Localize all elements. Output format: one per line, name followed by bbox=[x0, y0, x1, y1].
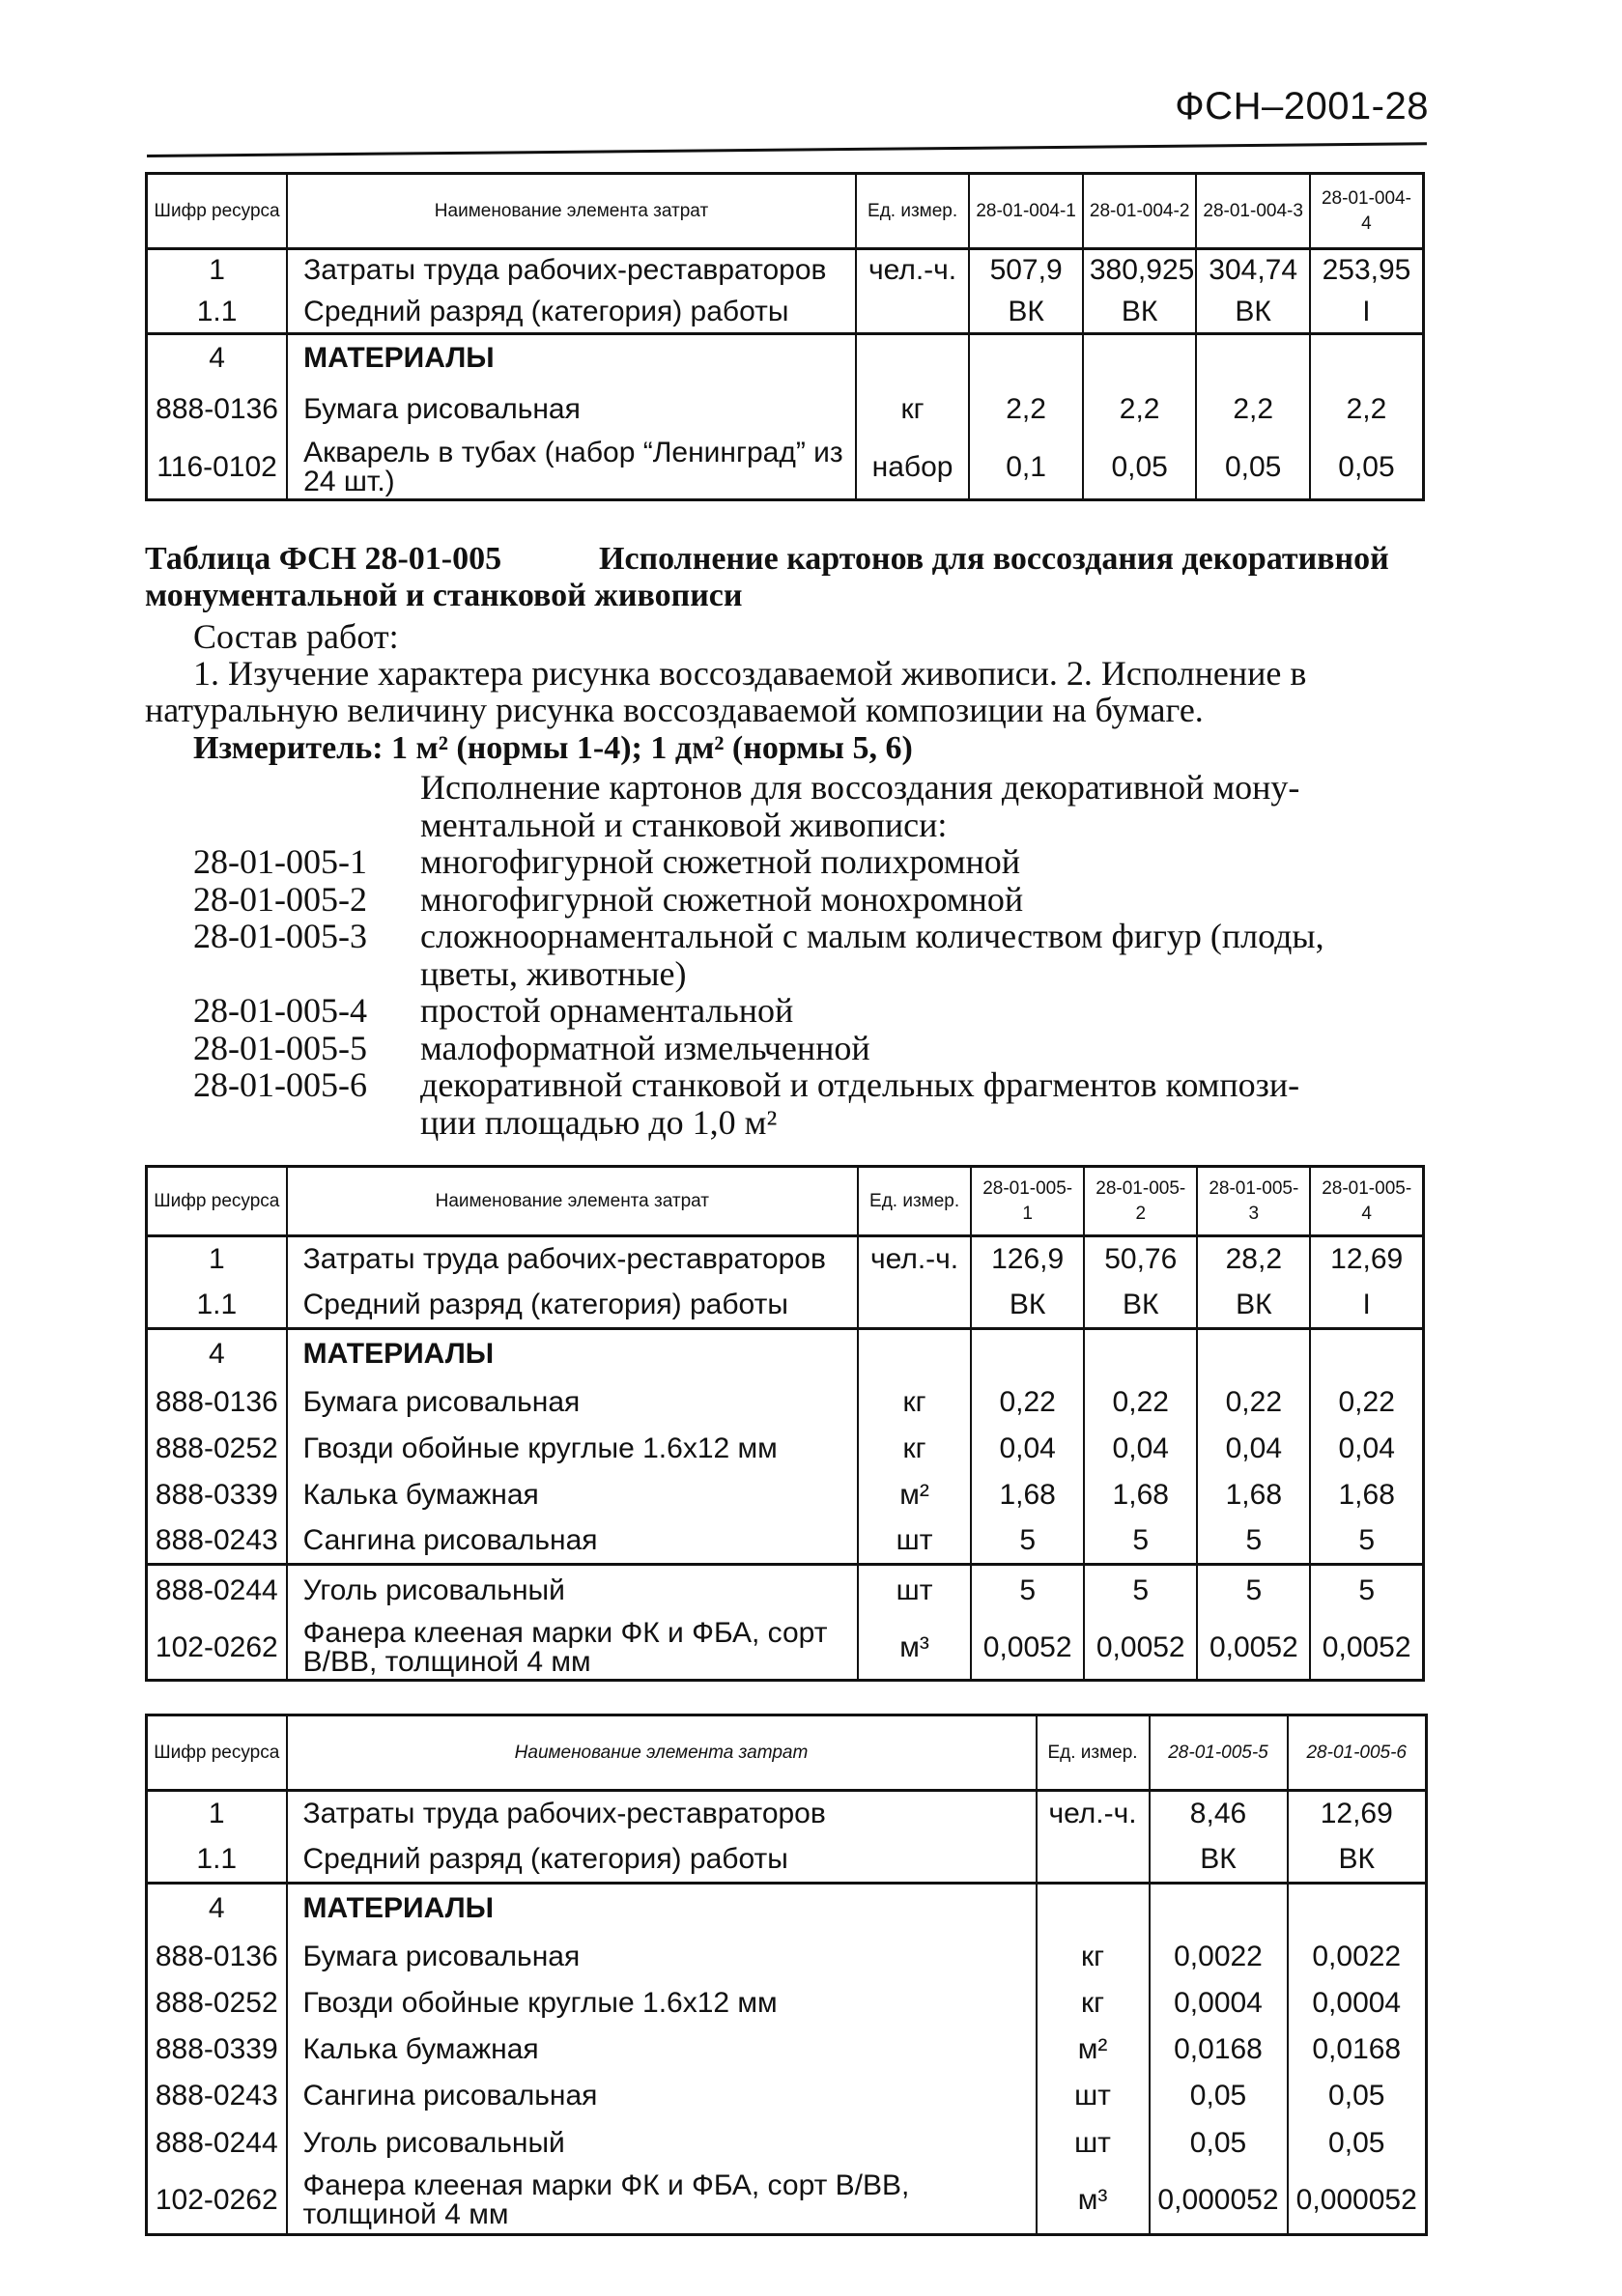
norm-value: 253,95 bbox=[1310, 249, 1424, 292]
norm-value: 2,2 bbox=[1196, 383, 1310, 437]
norm-item bbox=[193, 992, 1430, 1030]
norm-item bbox=[193, 843, 1430, 881]
unit-of-measure: шт bbox=[1037, 2073, 1150, 2119]
cost-element-name: Калька бумажная bbox=[287, 2027, 1037, 2073]
norm-value: 0,0004 bbox=[1150, 1980, 1288, 2027]
norm-value: 5 bbox=[1084, 1518, 1197, 1565]
norm-value: 0,0052 bbox=[1310, 1617, 1423, 1681]
composition-text: 1. Изучение характера рисунка воссоздаваемой живописи. 2. Исполнение в bbox=[193, 654, 1307, 693]
norm-value: 0,000052 bbox=[1288, 2168, 1427, 2235]
norm-value bbox=[1083, 334, 1197, 383]
norm-description: декоративной станковой и отдельных фрагментов компози- bbox=[420, 1065, 1300, 1104]
resource-code: 1.1 bbox=[147, 1283, 287, 1329]
norm-value: 2,2 bbox=[1310, 383, 1424, 437]
norm-items-list bbox=[193, 769, 1430, 1141]
header-code: Шифр ресурса bbox=[147, 1715, 287, 1791]
norm-code: 28-01-005-2 bbox=[193, 879, 367, 919]
table-row bbox=[147, 1283, 1424, 1329]
unit-of-measure bbox=[858, 1283, 971, 1329]
resource-code: 888-0252 bbox=[147, 1980, 287, 2027]
unit-of-measure: кг bbox=[858, 1379, 971, 1426]
resource-code: 1 bbox=[147, 1236, 287, 1283]
resource-code: 116-0102 bbox=[147, 437, 288, 500]
header-name: Наименование элемента затрат bbox=[287, 1715, 1037, 1791]
unit-of-measure: м³ bbox=[858, 1617, 971, 1681]
resource-code: 1.1 bbox=[147, 292, 288, 334]
cost-element-name: Уголь рисовальный bbox=[287, 1565, 858, 1617]
norm-value: 0,05 bbox=[1310, 437, 1424, 500]
table-caption: Исполнение картонов для воссоздания декоративной bbox=[599, 541, 1389, 577]
resource-code: 888-0136 bbox=[147, 383, 288, 437]
norm-value: 2,2 bbox=[969, 383, 1083, 437]
norm-value: 0,22 bbox=[1084, 1379, 1197, 1426]
norm-value: ВК bbox=[1084, 1283, 1197, 1329]
norm-value: 2,2 bbox=[1083, 383, 1197, 437]
norm-value bbox=[971, 1329, 1084, 1379]
cost-element-name: МАТЕРИАЛЫ bbox=[287, 1329, 858, 1379]
unit-of-measure: чел.-ч. bbox=[1037, 1791, 1150, 1837]
norm-value: 0,22 bbox=[1310, 1379, 1423, 1426]
header-norm: 28-01-004-3 bbox=[1196, 174, 1310, 249]
header-norm: 28-01-004-4 bbox=[1310, 174, 1424, 249]
norm-value bbox=[1197, 1329, 1310, 1379]
norms-table-004 bbox=[145, 172, 1425, 501]
unit-of-measure: м² bbox=[858, 1472, 971, 1518]
norm-value: ВК bbox=[1288, 1837, 1427, 1884]
unit-of-measure: чел.-ч. bbox=[858, 1236, 971, 1283]
table-row bbox=[147, 437, 1424, 500]
unit-of-measure: кг bbox=[1037, 1980, 1150, 2027]
unit-of-measure bbox=[856, 292, 970, 334]
header-name: Наименование элемента затрат bbox=[287, 1167, 858, 1236]
resource-code: 888-0243 bbox=[147, 1518, 287, 1565]
norm-description: простой орнаментальной bbox=[420, 991, 794, 1030]
resource-code: 888-0136 bbox=[147, 1934, 287, 1980]
table-row bbox=[147, 2027, 1427, 2073]
table-row bbox=[147, 334, 1424, 383]
resource-code: 888-0339 bbox=[147, 2027, 287, 2073]
table-row bbox=[147, 1379, 1424, 1426]
composition-block bbox=[145, 618, 1430, 728]
header-norm: 28-01-005-3 bbox=[1197, 1167, 1310, 1236]
resource-code: 102-0262 bbox=[147, 1617, 287, 1681]
cost-element-name: Бумага рисовальная bbox=[287, 383, 856, 437]
table-row bbox=[147, 2073, 1427, 2119]
norm-value: 304,74 bbox=[1196, 249, 1310, 292]
norm-value: 1,68 bbox=[971, 1472, 1084, 1518]
norm-value: 0,0168 bbox=[1150, 2027, 1288, 2073]
norm-value bbox=[969, 334, 1083, 383]
resource-code: 102-0262 bbox=[147, 2168, 287, 2235]
table-row bbox=[147, 1426, 1424, 1472]
norm-description: многофигурной сюжетной полихромной bbox=[420, 842, 1021, 881]
header-norm: 28-01-005-4 bbox=[1310, 1167, 1423, 1236]
resource-code: 4 bbox=[147, 1884, 287, 1934]
norm-description: многофигурной сюжетной монохромной bbox=[420, 879, 1024, 919]
resource-code: 888-0252 bbox=[147, 1426, 287, 1472]
norm-value: 0,0022 bbox=[1288, 1934, 1427, 1980]
table-row bbox=[147, 1884, 1427, 1934]
cost-element-name: Гвозди обойные круглые 1.6х12 мм bbox=[287, 1426, 858, 1472]
norm-value: ВК bbox=[1197, 1283, 1310, 1329]
unit-of-measure: кг bbox=[856, 383, 970, 437]
norm-value: 1,68 bbox=[1310, 1472, 1423, 1518]
unit-of-measure: м³ bbox=[1037, 2168, 1150, 2235]
norm-value: 12,69 bbox=[1310, 1236, 1423, 1283]
table-row bbox=[147, 1934, 1427, 1980]
norm-value: 5 bbox=[1197, 1518, 1310, 1565]
table-row bbox=[147, 249, 1424, 292]
resource-code: 4 bbox=[147, 1329, 287, 1379]
norm-value bbox=[1196, 334, 1310, 383]
table-row bbox=[147, 1617, 1424, 1681]
norm-value: 0,22 bbox=[971, 1379, 1084, 1426]
resource-code: 1.1 bbox=[147, 1837, 287, 1884]
norms-table-005-1-4 bbox=[145, 1165, 1425, 1682]
norm-item bbox=[193, 881, 1430, 919]
resource-code: 1 bbox=[147, 249, 288, 292]
norm-code: 28-01-005-3 bbox=[193, 917, 367, 955]
norm-value: 28,2 bbox=[1197, 1236, 1310, 1283]
norm-value: 0,04 bbox=[1310, 1426, 1423, 1472]
header-unit: Ед. измер. bbox=[1037, 1715, 1150, 1791]
table-row bbox=[147, 383, 1424, 437]
header-norm: 28-01-005-6 bbox=[1288, 1715, 1427, 1791]
document-code: ФСН–2001-28 bbox=[1175, 85, 1429, 128]
unit-of-measure bbox=[1037, 1837, 1150, 1884]
unit-of-measure: шт bbox=[858, 1565, 971, 1617]
resource-code: 888-0136 bbox=[147, 1379, 287, 1426]
norm-value: ВК bbox=[971, 1283, 1084, 1329]
norm-value: 507,9 bbox=[969, 249, 1083, 292]
unit-of-measure: кг bbox=[1037, 1934, 1150, 1980]
unit-of-measure: набор bbox=[856, 437, 970, 500]
cost-element-name: Фанера клееная марки ФК и ФБА, сорт В/ВВ, толщиной 4 мм bbox=[287, 2168, 1037, 2235]
unit-of-measure: кг bbox=[858, 1426, 971, 1472]
composition-text: натуральную величину рисунка воссоздаваемой композиции на бумаге. bbox=[145, 691, 1204, 729]
unit-of-measure: шт bbox=[1037, 2119, 1150, 2168]
table-row bbox=[147, 1236, 1424, 1283]
norm-value: 50,76 bbox=[1084, 1236, 1197, 1283]
items-lead: ментальной и станковой живописи: bbox=[420, 805, 948, 844]
table-number: Таблица ФСН 28-01-005 bbox=[145, 541, 502, 577]
norm-description: сложноорнаментальной с малым количеством фигур (плоды, bbox=[420, 917, 1324, 955]
norm-value: 0,0052 bbox=[1084, 1617, 1197, 1681]
norm-value: 126,9 bbox=[971, 1236, 1084, 1283]
norm-value: 1,68 bbox=[1197, 1472, 1310, 1518]
cost-element-name: Бумага рисовальная bbox=[287, 1379, 858, 1426]
norm-value: 0,0004 bbox=[1288, 1980, 1427, 2027]
norm-code: 28-01-005-1 bbox=[193, 842, 367, 881]
norm-value bbox=[1150, 1884, 1288, 1934]
norm-value: 0,0022 bbox=[1150, 1934, 1288, 1980]
items-lead: Исполнение картонов для воссоздания декоративной мону- bbox=[420, 768, 1300, 807]
norm-value: 0,000052 bbox=[1150, 2168, 1288, 2235]
norm-value: 0,1 bbox=[969, 437, 1083, 500]
norm-value: 0,05 bbox=[1288, 2119, 1427, 2168]
header-norm: 28-01-004-1 bbox=[969, 174, 1083, 249]
resource-code: 888-0244 bbox=[147, 2119, 287, 2168]
cost-element-name: МАТЕРИАЛЫ bbox=[287, 1884, 1037, 1934]
norm-value: 0,0052 bbox=[1197, 1617, 1310, 1681]
norm-code: 28-01-005-5 bbox=[193, 1028, 367, 1067]
norm-value: I bbox=[1310, 292, 1424, 334]
header-unit: Ед. измер. bbox=[858, 1167, 971, 1236]
norm-code: 28-01-005-4 bbox=[193, 991, 367, 1030]
table-row bbox=[147, 1791, 1427, 1837]
norm-value: I bbox=[1310, 1283, 1423, 1329]
unit-of-measure: чел.-ч. bbox=[856, 249, 970, 292]
table-row bbox=[147, 2168, 1427, 2235]
norm-value: 0,0052 bbox=[971, 1617, 1084, 1681]
norm-value: 5 bbox=[1310, 1518, 1423, 1565]
composition-label: Состав работ: bbox=[193, 617, 399, 656]
cost-element-name: Средний разряд (категория) работы bbox=[287, 1283, 858, 1329]
norm-value: 0,05 bbox=[1150, 2073, 1288, 2119]
table-row bbox=[147, 1980, 1427, 2027]
norm-value: 0,22 bbox=[1197, 1379, 1310, 1426]
unit-of-measure bbox=[856, 334, 970, 383]
table-row bbox=[147, 1472, 1424, 1518]
norm-description-cont: цветы, животные) bbox=[420, 953, 687, 993]
table-row bbox=[147, 1518, 1424, 1565]
resource-code: 1 bbox=[147, 1791, 287, 1837]
resource-code: 4 bbox=[147, 334, 288, 383]
unit-of-measure bbox=[858, 1329, 971, 1379]
header-norm: 28-01-005-2 bbox=[1084, 1167, 1197, 1236]
norm-value: 0,04 bbox=[1084, 1426, 1197, 1472]
cost-element-name: Средний разряд (категория) работы bbox=[287, 1837, 1037, 1884]
cost-element-name: Гвозди обойные круглые 1.6х12 мм bbox=[287, 1980, 1037, 2027]
norm-value bbox=[1310, 1329, 1423, 1379]
measure-unit: Измеритель: 1 м² (нормы 1-4); 1 дм² (нормы 5, 6) bbox=[193, 730, 913, 766]
header-unit: Ед. измер. bbox=[856, 174, 970, 249]
norm-value: 380,925 bbox=[1083, 249, 1197, 292]
norm-code: 28-01-005-6 bbox=[193, 1065, 367, 1104]
cost-element-name: Фанера клееная марки ФК и ФБА, сорт В/ВВ, толщиной 4 мм bbox=[287, 1617, 858, 1681]
norm-value: 0,04 bbox=[971, 1426, 1084, 1472]
norm-value: ВК bbox=[1150, 1837, 1288, 1884]
norm-value: 1,68 bbox=[1084, 1472, 1197, 1518]
cost-element-name: Сангина рисовальная bbox=[287, 2073, 1037, 2119]
norm-value: ВК bbox=[1196, 292, 1310, 334]
header-norm: 28-01-004-2 bbox=[1083, 174, 1197, 249]
norm-value: 5 bbox=[1084, 1565, 1197, 1617]
norm-description: малоформатной измельченной bbox=[420, 1028, 870, 1067]
cost-element-name: Затраты труда рабочих-реставраторов bbox=[287, 1236, 858, 1283]
unit-of-measure bbox=[1037, 1884, 1150, 1934]
norm-item bbox=[193, 1030, 1430, 1067]
norm-value: 0,0168 bbox=[1288, 2027, 1427, 2073]
norm-item bbox=[193, 918, 1430, 955]
norm-value: 0,05 bbox=[1196, 437, 1310, 500]
table-row bbox=[147, 1837, 1427, 1884]
header-name: Наименование элемента затрат bbox=[287, 174, 856, 249]
norm-value: ВК bbox=[969, 292, 1083, 334]
cost-element-name: Акварель в тубах (набор “Ленинград” из 24 шт.) bbox=[287, 437, 856, 500]
unit-of-measure: м² bbox=[1037, 2027, 1150, 2073]
norm-value: 5 bbox=[1310, 1565, 1423, 1617]
cost-element-name: Бумага рисовальная bbox=[287, 1934, 1037, 1980]
cost-element-name: Затраты труда рабочих-реставраторов bbox=[287, 249, 856, 292]
table-row bbox=[147, 1329, 1424, 1379]
cost-element-name: Затраты труда рабочих-реставраторов bbox=[287, 1791, 1037, 1837]
norms-table-005-5-6 bbox=[145, 1714, 1428, 2236]
norm-value bbox=[1084, 1329, 1197, 1379]
norm-value: 0,05 bbox=[1150, 2119, 1288, 2168]
cost-element-name: Сангина рисовальная bbox=[287, 1518, 858, 1565]
resource-code: 888-0244 bbox=[147, 1565, 287, 1617]
norm-value: 0,04 bbox=[1197, 1426, 1310, 1472]
header-code: Шифр ресурса bbox=[147, 174, 288, 249]
norm-value: 0,05 bbox=[1288, 2073, 1427, 2119]
norm-description-cont: ции площадью до 1,0 м² bbox=[420, 1102, 778, 1142]
norm-value: 12,69 bbox=[1288, 1791, 1427, 1837]
norm-value bbox=[1310, 334, 1424, 383]
top-divider bbox=[147, 142, 1427, 157]
table-row bbox=[147, 2119, 1427, 2168]
resource-code: 888-0243 bbox=[147, 2073, 287, 2119]
norm-item bbox=[193, 1066, 1430, 1104]
table-row bbox=[147, 292, 1424, 334]
cost-element-name: Уголь рисовальный bbox=[287, 2119, 1037, 2168]
resource-code: 888-0339 bbox=[147, 1472, 287, 1518]
header-norm: 28-01-005-5 bbox=[1150, 1715, 1288, 1791]
cost-element-name: Калька бумажная bbox=[287, 1472, 858, 1518]
header-code: Шифр ресурса bbox=[147, 1167, 287, 1236]
table-row bbox=[147, 1565, 1424, 1617]
cost-element-name: Средний разряд (категория) работы bbox=[287, 292, 856, 334]
norm-value: ВК bbox=[1083, 292, 1197, 334]
norm-value: 5 bbox=[971, 1518, 1084, 1565]
norm-value bbox=[1288, 1884, 1427, 1934]
section-title bbox=[145, 541, 1430, 614]
cost-element-name: МАТЕРИАЛЫ bbox=[287, 334, 856, 383]
norm-value: 5 bbox=[971, 1565, 1084, 1617]
header-norm: 28-01-005-1 bbox=[971, 1167, 1084, 1236]
norm-value: 5 bbox=[1197, 1565, 1310, 1617]
norm-value: 8,46 bbox=[1150, 1791, 1288, 1837]
unit-of-measure: шт bbox=[858, 1518, 971, 1565]
table-caption-line2: монументальной и станковой живописи bbox=[145, 578, 743, 613]
norm-value: 0,05 bbox=[1083, 437, 1197, 500]
